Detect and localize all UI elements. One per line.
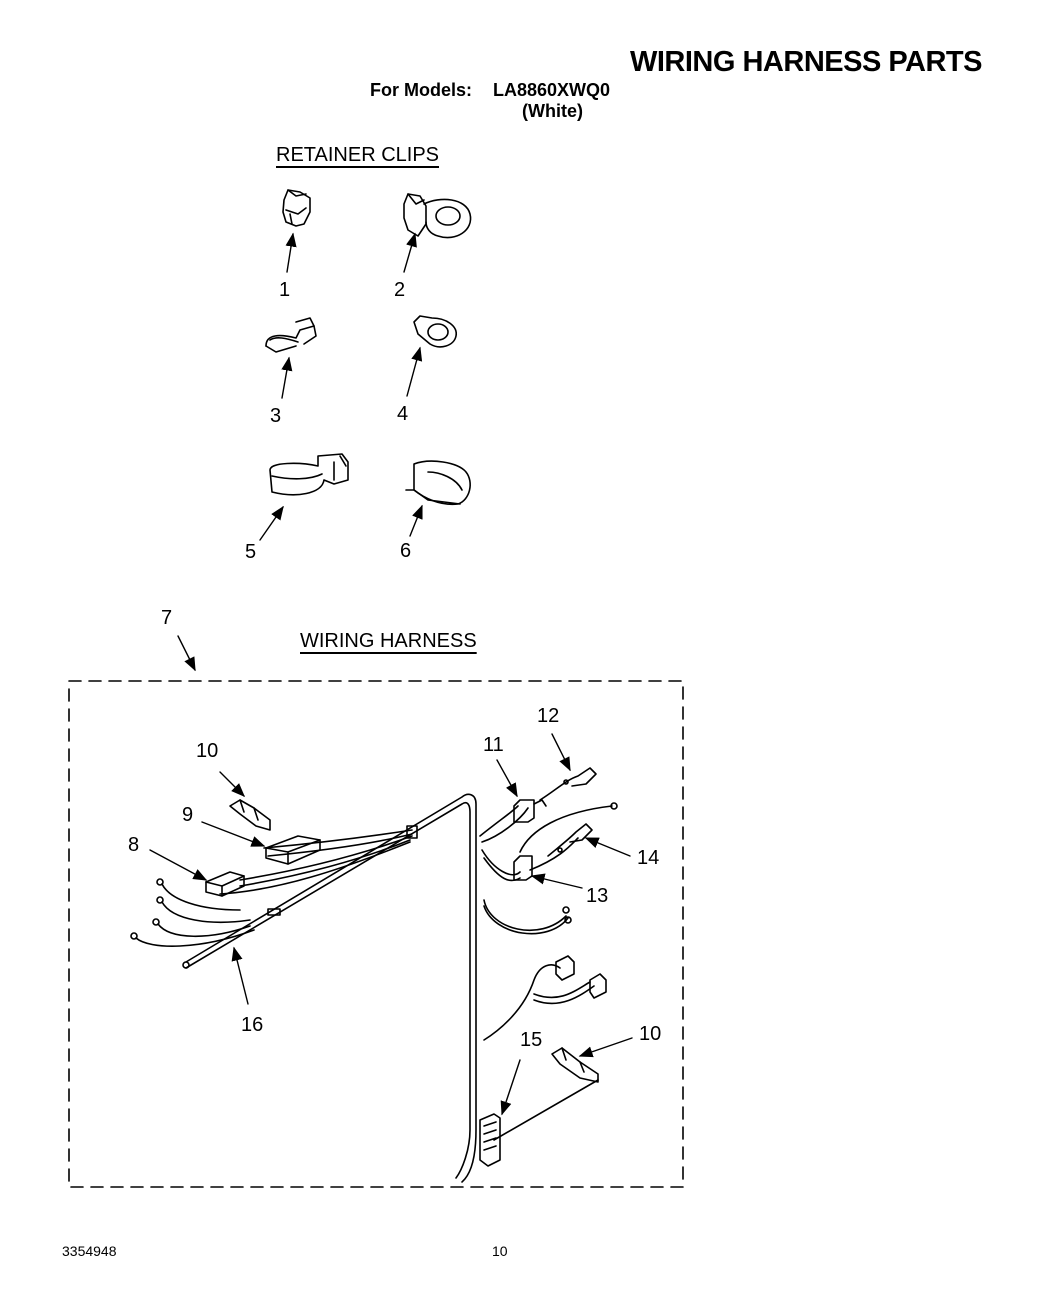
harness-boundary [69, 681, 683, 1187]
callout-9: 9 [182, 804, 194, 826]
callout-12: 12 [537, 705, 560, 727]
right-branch-wires [480, 803, 617, 1040]
callout-1: 1 [279, 279, 291, 301]
callout-7: 7 [161, 607, 173, 629]
callout-13: 13 [586, 885, 609, 907]
arrow-6 [410, 506, 422, 536]
terminal-10-lower-icon [494, 1048, 598, 1140]
callout-15: 15 [520, 1029, 543, 1051]
clip-3-icon [266, 318, 316, 352]
arrow-10-lower [580, 1038, 632, 1056]
callout-11: 11 [483, 734, 504, 756]
callout-2: 2 [394, 279, 406, 301]
callout-16: 16 [241, 1014, 264, 1036]
connector-15-icon [480, 1114, 500, 1166]
arrow-3 [282, 358, 289, 398]
arrow-11 [497, 760, 517, 796]
arrow-7 [178, 636, 195, 670]
callout-10-upper: 10 [196, 740, 219, 762]
clip-2-icon [404, 194, 471, 238]
arrow-10-upper [220, 772, 244, 796]
arrow-14 [586, 838, 630, 856]
callout-4: 4 [397, 403, 409, 425]
terminal-10-upper-icon [230, 800, 270, 830]
wiring-harness-heading: WIRING HARNESS [300, 630, 477, 652]
arrow-2 [404, 234, 415, 272]
arrow-15 [502, 1060, 520, 1114]
callout-3: 3 [270, 405, 282, 427]
retainer-clips-heading: RETAINER CLIPS [276, 144, 439, 166]
callout-14: 14 [637, 847, 660, 869]
arrow-1 [287, 234, 293, 272]
terminal-14-icon [548, 824, 592, 856]
arrow-4 [407, 348, 420, 396]
arrow-12 [552, 734, 570, 770]
arrow-5 [260, 507, 283, 540]
clip-5-icon [270, 454, 348, 495]
models-label: For Models: [370, 80, 472, 100]
arrow-16 [234, 948, 248, 1004]
callout-10-lower: 10 [639, 1023, 662, 1045]
arrow-8 [150, 850, 206, 880]
callout-5: 5 [245, 541, 257, 563]
clip-6-icon [406, 461, 470, 504]
clip-1-icon [283, 190, 310, 226]
arrow-13 [532, 876, 582, 888]
clip-4-icon [414, 316, 456, 347]
lower-right-connectors [556, 956, 606, 998]
harness-bundle [183, 794, 476, 1182]
callout-6: 6 [400, 540, 412, 562]
terminal-12-icon [540, 768, 596, 800]
model-number: LA8860XWQ0 [493, 80, 611, 100]
part-number: 3354948 [62, 1243, 117, 1259]
callout-8: 8 [128, 834, 140, 856]
color-note: (White) [522, 101, 583, 121]
connector-9-icon [266, 836, 320, 864]
page-title: WIRING HARNESS PARTS [630, 46, 982, 78]
connector-13-icon [514, 856, 532, 880]
page-number: 10 [492, 1243, 508, 1259]
